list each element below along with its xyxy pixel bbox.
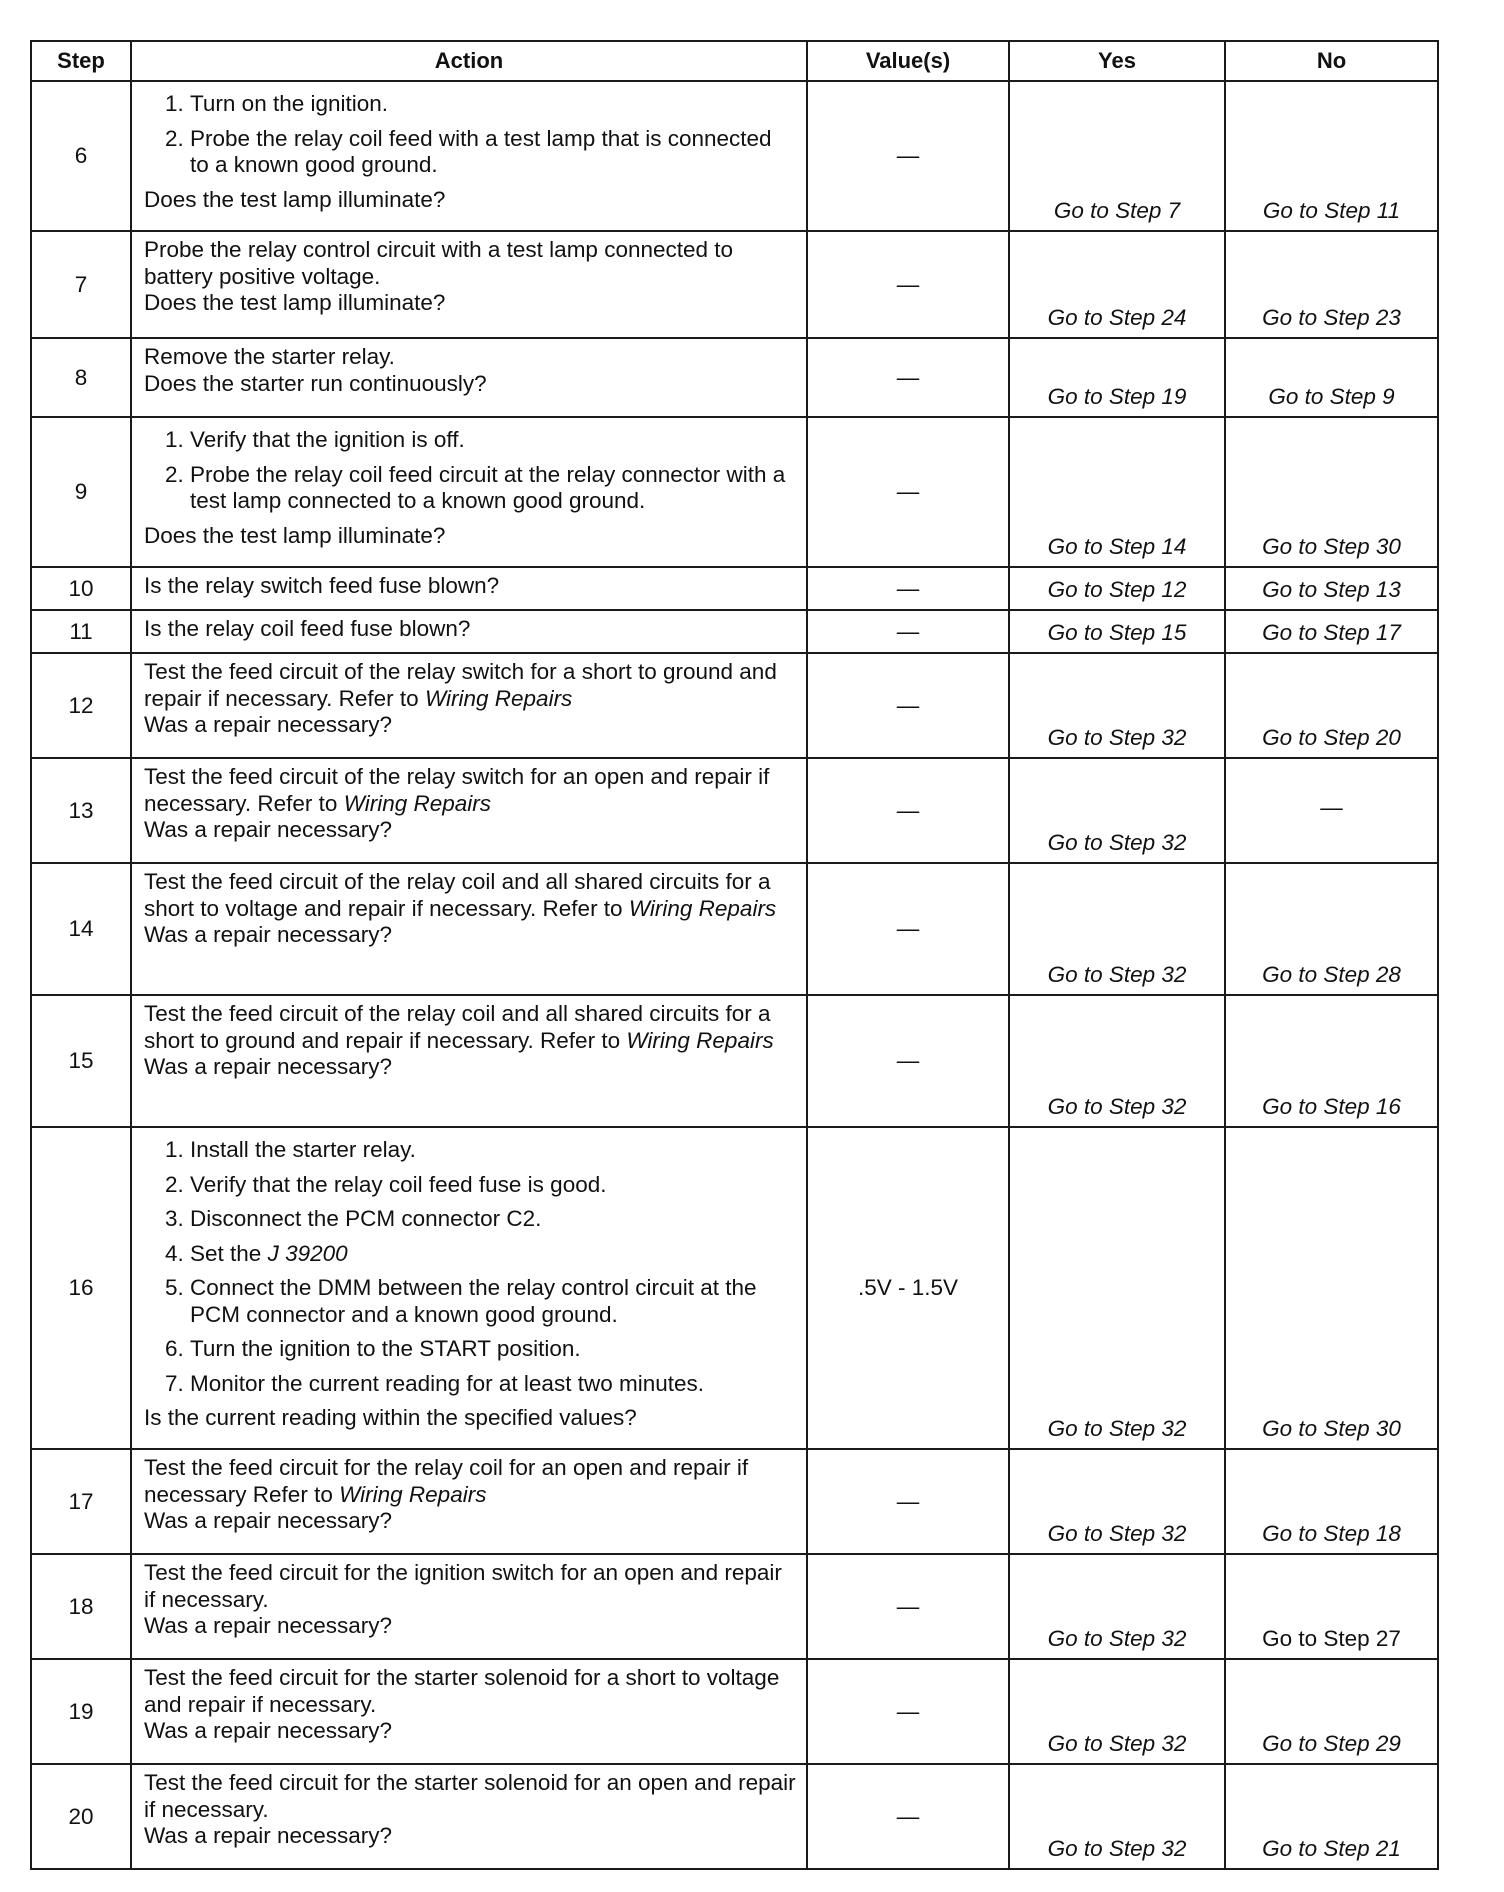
value-cell: — — [807, 863, 1009, 995]
action-question: Was a repair necessary? — [144, 1508, 393, 1533]
no-cell: Go to Step 16 — [1225, 995, 1438, 1127]
value-cell: — — [807, 567, 1009, 610]
no-cell: Go to Step 23 — [1225, 231, 1438, 338]
no-cell: Go to Step 28 — [1225, 863, 1438, 995]
action-text: Remove the starter relay. — [144, 344, 395, 369]
procedure-item-text: Set the — [190, 1240, 262, 1266]
step-number: 17 — [31, 1449, 131, 1554]
procedure-item: 7. Monitor the current reading for at least two minutes. — [190, 1371, 796, 1398]
table-row — [31, 653, 1438, 758]
yes-cell: Go to Step 32 — [1009, 863, 1225, 995]
header-no: No — [1225, 41, 1438, 81]
action-cell — [131, 758, 807, 863]
procedure-list — [144, 427, 796, 515]
step-number: 16 — [31, 1127, 131, 1449]
yes-cell: Go to Step 32 — [1009, 653, 1225, 758]
procedure-item: 1. Verify that the ignition is off. — [190, 427, 796, 454]
action-text — [144, 869, 796, 922]
step-number: 6 — [31, 81, 131, 231]
yes-cell: Go to Step 32 — [1009, 1127, 1225, 1449]
header-values: Value(s) — [807, 41, 1009, 81]
action-cell — [131, 653, 807, 758]
action-cell — [131, 1127, 807, 1449]
action-text — [144, 1001, 796, 1054]
reference-link[interactable]: Wiring Repairs — [339, 1481, 487, 1507]
action-text: Test the feed circuit for the starter solenoid for an open and repair if necessary. — [144, 1770, 796, 1822]
value-cell: — — [807, 610, 1009, 653]
action-question: Was a repair necessary? — [144, 1613, 393, 1638]
yes-cell: Go to Step 24 — [1009, 231, 1225, 338]
step-number: 19 — [31, 1659, 131, 1764]
value-cell: — — [807, 1449, 1009, 1554]
action-question: Was a repair necessary? — [144, 712, 393, 737]
step-number: 12 — [31, 653, 131, 758]
action-text — [144, 1455, 796, 1508]
step-number: 18 — [31, 1554, 131, 1659]
action-question: Is the relay switch feed fuse blown? — [144, 573, 500, 598]
action-cell — [131, 1449, 807, 1554]
no-cell: — — [1225, 758, 1438, 863]
value-cell: — — [807, 653, 1009, 758]
reference-link[interactable]: Wiring Repairs — [343, 790, 492, 816]
action-question: Does the test lamp illuminate? — [144, 290, 446, 315]
action-cell — [131, 1554, 807, 1659]
procedure-item: 2. Probe the relay coil feed with a test lamp that is connected to a known good ground. — [190, 126, 796, 179]
action-text-body: Test the feed circuit of the relay coil and all shared circuits for a short to ground and repair if necessary. Refer to — [144, 1001, 771, 1053]
table-row — [31, 1449, 1438, 1554]
action-text-body: Test the feed circuit of the relay switch for an open and repair if necessary. Refer to — [144, 764, 770, 816]
table-header — [31, 41, 1438, 81]
procedure-item: 1. Install the starter relay. — [190, 1137, 796, 1164]
table-row — [31, 610, 1438, 653]
no-cell: Go to Step 30 — [1225, 1127, 1438, 1449]
no-cell: Go to Step 21 — [1225, 1764, 1438, 1869]
action-cell — [131, 863, 807, 995]
step-number: 15 — [31, 995, 131, 1127]
header-row — [31, 41, 1438, 81]
value-cell: — — [807, 231, 1009, 338]
yes-cell: Go to Step 14 — [1009, 417, 1225, 567]
no-cell: Go to Step 17 — [1225, 610, 1438, 653]
no-cell: Go to Step 11 — [1225, 81, 1438, 231]
procedure-item: 1. Turn on the ignition. — [190, 91, 796, 118]
action-question: Was a repair necessary? — [144, 922, 393, 947]
action-text: Test the feed circuit for the starter solenoid for a short to voltage and repair if necessary. — [144, 1665, 780, 1717]
action-cell — [131, 81, 807, 231]
no-cell: Go to Step 20 — [1225, 653, 1438, 758]
action-question: Was a repair necessary? — [144, 1054, 393, 1079]
value-cell: — — [807, 81, 1009, 231]
table-row — [31, 995, 1438, 1127]
procedure-item: 2. Verify that the relay coil feed fuse is good. — [190, 1172, 796, 1199]
table-row — [31, 758, 1438, 863]
no-cell: Go to Step 30 — [1225, 417, 1438, 567]
action-text-body: Test the feed circuit of the relay switch for a short to ground and repair if necessary. Refer to — [144, 659, 777, 711]
table-row — [31, 231, 1438, 338]
action-question: Does the starter run continuously? — [144, 370, 487, 396]
step-number: 11 — [31, 610, 131, 653]
no-cell: Go to Step 29 — [1225, 1659, 1438, 1764]
diagnostic-table — [30, 40, 1439, 1870]
step-number: 7 — [31, 231, 131, 338]
action-cell — [131, 231, 807, 338]
value-cell: — — [807, 758, 1009, 863]
action-question: Was a repair necessary? — [144, 817, 393, 842]
reference-link[interactable]: Wiring Repairs — [626, 1027, 774, 1053]
tool-reference: J 39200 — [267, 1240, 348, 1266]
action-text-body: Test the feed circuit for the relay coil for an open and repair if necessary Refer to — [144, 1455, 749, 1507]
yes-cell: Go to Step 12 — [1009, 567, 1225, 610]
action-cell — [131, 1764, 807, 1869]
table-row — [31, 338, 1438, 417]
value-cell: — — [807, 995, 1009, 1127]
header-action: Action — [131, 41, 807, 81]
table-row — [31, 567, 1438, 610]
procedure-list — [144, 91, 796, 179]
table-row — [31, 1554, 1438, 1659]
table-row — [31, 1764, 1438, 1869]
table-row — [31, 1659, 1438, 1764]
value-cell: — — [807, 1659, 1009, 1764]
action-question: Does the test lamp illuminate? — [144, 186, 446, 212]
table-row — [31, 81, 1438, 231]
yes-cell: Go to Step 32 — [1009, 995, 1225, 1127]
no-cell: Go to Step 9 — [1225, 338, 1438, 417]
action-question: Does the test lamp illuminate? — [144, 522, 446, 548]
yes-cell: Go to Step 15 — [1009, 610, 1225, 653]
step-number: 13 — [31, 758, 131, 863]
value-cell: — — [807, 1764, 1009, 1869]
yes-cell: Go to Step 32 — [1009, 758, 1225, 863]
header-yes: Yes — [1009, 41, 1225, 81]
action-text: Test the feed circuit for the ignition switch for an open and repair if necessary. — [144, 1560, 782, 1612]
no-cell: Go to Step 18 — [1225, 1449, 1438, 1554]
yes-cell: Go to Step 19 — [1009, 338, 1225, 417]
action-cell — [131, 995, 807, 1127]
procedure-list — [144, 1137, 796, 1397]
yes-cell: Go to Step 32 — [1009, 1449, 1225, 1554]
step-number: 14 — [31, 863, 131, 995]
value-cell: — — [807, 417, 1009, 567]
reference-link[interactable]: Wiring Repairs — [424, 685, 573, 711]
value-cell: — — [807, 338, 1009, 417]
reference-link[interactable]: Wiring Repairs — [628, 895, 777, 921]
yes-cell: Go to Step 32 — [1009, 1659, 1225, 1764]
header-step: Step — [31, 41, 131, 81]
action-cell — [131, 567, 807, 610]
step-number: 20 — [31, 1764, 131, 1869]
table-row — [31, 863, 1438, 995]
table-row — [31, 1127, 1438, 1449]
action-cell — [131, 417, 807, 567]
action-cell — [131, 338, 807, 417]
step-number: 8 — [31, 338, 131, 417]
step-number: 10 — [31, 567, 131, 610]
action-text — [144, 659, 796, 712]
no-cell: Go to Step 13 — [1225, 567, 1438, 610]
action-text — [144, 764, 796, 817]
table-row — [31, 417, 1438, 567]
procedure-item: 2. Probe the relay coil feed circuit at the relay connector with a test lamp connected to a known good ground. — [190, 462, 796, 515]
yes-cell: Go to Step 7 — [1009, 81, 1225, 231]
action-cell — [131, 1659, 807, 1764]
value-cell: — — [807, 1554, 1009, 1659]
action-cell — [131, 610, 807, 653]
procedure-item: 5. Connect the DMM between the relay control circuit at the PCM connector and a known good ground. — [190, 1275, 796, 1328]
procedure-item: 6. Turn the ignition to the START position. — [190, 1336, 796, 1363]
action-question: Is the relay coil feed fuse blown? — [144, 616, 471, 641]
action-text: Probe the relay control circuit with a test lamp connected to battery positive voltage. — [144, 237, 734, 289]
action-question: Was a repair necessary? — [144, 1718, 393, 1743]
procedure-item: 3. Disconnect the PCM connector C2. — [190, 1206, 796, 1233]
no-cell: Go to Step 27 — [1225, 1554, 1438, 1659]
value-cell: .5V - 1.5V — [807, 1127, 1009, 1449]
action-text-body: Test the feed circuit of the relay coil and all shared circuits for a short to voltage and repair if necessary. Refer to — [144, 869, 771, 921]
step-number: 9 — [31, 417, 131, 567]
yes-cell: Go to Step 32 — [1009, 1554, 1225, 1659]
procedure-item — [190, 1241, 796, 1268]
yes-cell: Go to Step 32 — [1009, 1764, 1225, 1869]
action-question: Was a repair necessary? — [144, 1823, 393, 1848]
action-question: Is the current reading within the specified values? — [144, 1405, 637, 1430]
